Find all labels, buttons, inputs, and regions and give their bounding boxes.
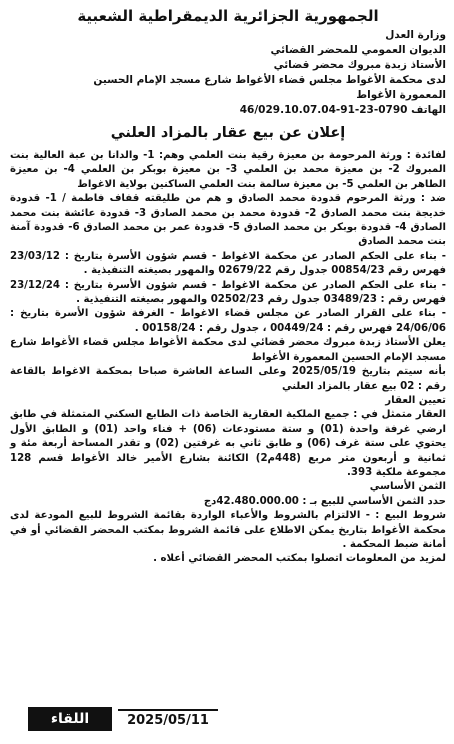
announcement-page — [10, 6, 446, 567]
publication-date: 2025/05/11 — [118, 709, 218, 731]
announcement-paragraph: يعلن الأستاذ زبدة مبروك محضر قضائي لدى محكمة الأغواط مجلس قضاء الأغواط شارع مسجد الإمام الحسين المعمورة الأغواط — [10, 337, 446, 363]
sale-conditions: شروط البيع : - الالتزام بالشروط والأعباء الواردة بقائمة الشروط للبيع المودعة لدى محكمة الأغواط بتاريخ يمكن الاطلاع على قائمة الشروط بمكتب المحضر القضائي أو في أمانة ضبط المحكمة . — [10, 510, 446, 550]
defendant-paragraph: ضد : ورثة المرحوم قدودة محمد الصادق و هم من طليقته قفاف فاطمة / 1- قدودة خديجة بنت محمد الصادق 2- قدودة محمد بن محمد الصادق 3- قدودة عائشة بنت محمد الصادق 4- قدودة بوبكر بن محمد الصادق 5- قدودة عمر بن محمد الصادق 6- قدودة آمنة بنت محمد الصادق — [10, 193, 446, 248]
office-line: الديوان العمومي للمحضر القضائي — [270, 44, 446, 56]
judgment-2-paragraph: - بناء على الحكم الصادر عن محكمة الاغواط - قسم شؤون الأسرة بتاريخ : 23/12/24 فهرس رقم : 03489/23 جدول رقم 02502/23 والمهور بصيغته التنفيذية . — [10, 279, 446, 306]
property-heading: تعيين العقار — [385, 394, 446, 406]
court-address-line: لدى محكمة الأغواط مجلس قضاء الأغواط شارع مسجد الإمام الحسين — [93, 74, 446, 86]
beneficiary-paragraph: لفائدة : ورثة المرحومة بن معيزة رقية بنت العلمي وهم: 1- والدانا بن عبة العالية بنت المبروك 2- بن معيزة محمد بن العلمي 3- بن معيزة بوبكر بن العلمي 4- بن معيزة الطاهر بن العلمي 5- بن معيزة سالمة بنت العلمي الساكنين بولاية الاغواط — [10, 150, 447, 190]
decision-paragraph: - بناء على القرار الصادر عن مجلس قضاء الاغواط - الغرفة شؤون الأسرة بتاريخ : 24/06/06 فهرس رقم : 00449/24 ، جدول رقم : 00158/24 . — [10, 308, 446, 334]
sale-date-paragraph: بأنه سيتم بتاريخ 2025/05/19 وعلى الساعة العاشرة صباحا بمحكمة الاغواط بالقاعة رقم : 02 بيع عقار بالمزاد العلني — [10, 366, 446, 392]
republic-heading: الجمهورية الجزائرية الديمقراطية الشعبية — [77, 7, 379, 25]
city-line: المعمورة الأغواط — [356, 89, 446, 101]
contact-line: لمزيد من المعلومات اتصلوا بمكتب المحضر القضائي أعلاه . — [153, 553, 446, 565]
bailiff-name-line: الأستاذ زبدة مبروك محضر قضائي — [273, 59, 446, 71]
footer — [28, 707, 218, 731]
ministry-line: وزارة العدل — [385, 29, 446, 41]
publication-logo: اللقاء — [28, 707, 112, 731]
phone-line: الهاتف 0790-23-91-46/029.10.07.04 — [239, 104, 446, 116]
base-price-heading: الثمن الأساسي — [369, 481, 446, 493]
announcement-body — [10, 149, 446, 567]
base-price-value: حدد الثمن الأساسي للبيع بـ : 42.480.000.00دج — [203, 495, 446, 507]
announcement-title: إعلان عن بيع عقار بالمزاد العلني — [110, 125, 346, 141]
judgment-1-paragraph: - بناء على الحكم الصادر عن محكمة الاغواط - قسم شؤون الأسرة بتاريخ : 23/03/12 فهرس رقم 00854/23 جدول رقم 02679/22 والمهور بصيغته التنفيذية . — [10, 250, 446, 277]
property-description: العقار متمثل في : جميع الملكية العقارية الخاصة ذات الطابع السكني المتمثلة في طابق ارضي غرفة واحدة (01) و ستة مستودعات (06) + فناء واحد (01) و الطابق الأول يحتوي على ستة غرف (06) و طابق ثاني به غرفتين (02) و تقدر المساحة أربعة مئة و ثمانية و أربعون متر مربع (448م2) الكائنة بشارع الأمير خالد الأغواط قسم 128 مجموعة ملكية 393. — [10, 409, 447, 478]
